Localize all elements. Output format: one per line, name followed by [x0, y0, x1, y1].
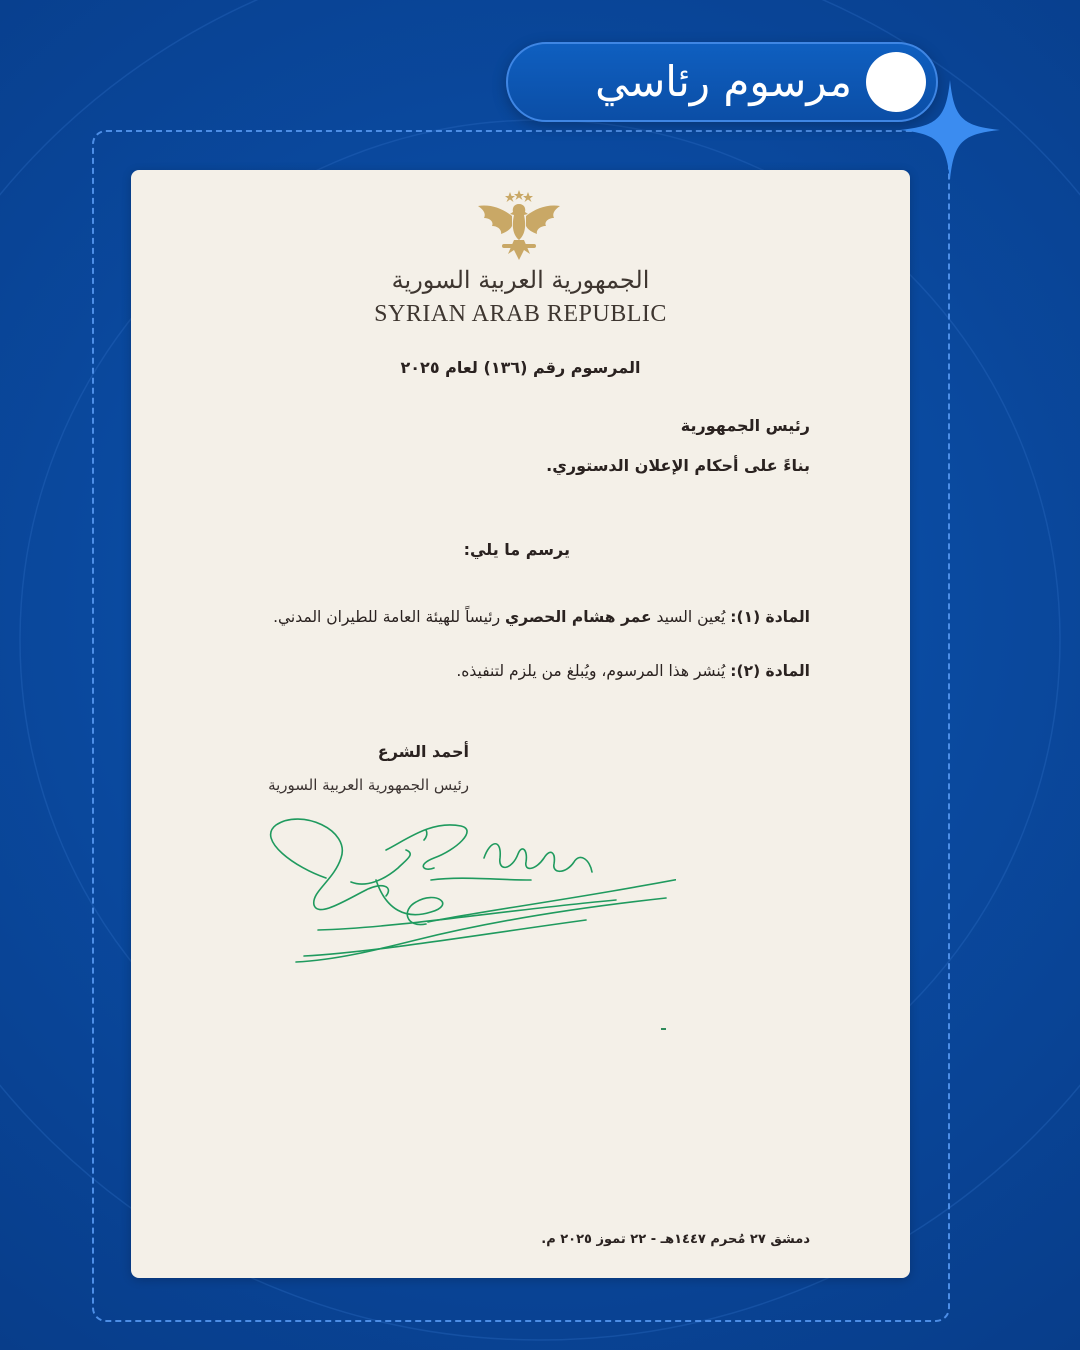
- sparkle-icon: [900, 80, 1000, 180]
- republic-name-arabic: الجمهورية العربية السورية: [391, 266, 650, 294]
- handwritten-signature: [256, 810, 676, 1010]
- page-title: مرسوم رئاسي: [595, 57, 852, 106]
- republic-name-english: SYRIAN ARAB REPUBLIC: [374, 301, 667, 327]
- article-2-text: يُنشر هذا المرسوم، ويُبلغ من يلزم لتنفيذه.: [456, 662, 731, 680]
- decree-number: المرسوم رقم (١٣٦) لعام ٢٠٢٥: [400, 358, 641, 377]
- signer-name: أحمد الشرع: [377, 742, 469, 761]
- president-heading: رئيس الجمهورية: [680, 416, 810, 435]
- decrees-heading: يرسم ما يلي:: [463, 540, 570, 559]
- preamble: بناءً على أحكام الإعلان الدستوري.: [546, 456, 810, 475]
- article-1-text-before: يُعين السيد: [651, 608, 731, 626]
- ink-dot: [661, 1028, 666, 1030]
- article-1-label: المادة (١):: [730, 608, 810, 626]
- hawk-emblem-icon: [474, 190, 564, 262]
- article-2: [456, 662, 810, 680]
- title-badge: [506, 42, 938, 122]
- signer-title: رئيس الجمهورية العربية السورية: [268, 776, 469, 794]
- article-1: [273, 608, 810, 626]
- decree-document: [131, 170, 910, 1278]
- article-2-label: المادة (٢):: [730, 662, 810, 680]
- article-1-text-after: رئيساً للهيئة العامة للطيران المدني.: [273, 608, 506, 626]
- issue-date: دمشق ٢٧ مُحرم ١٤٤٧هـ - ٢٢ تموز ٢٠٢٥ م.: [541, 1232, 810, 1247]
- appointee-name: عمر هشام الحصري: [505, 608, 652, 626]
